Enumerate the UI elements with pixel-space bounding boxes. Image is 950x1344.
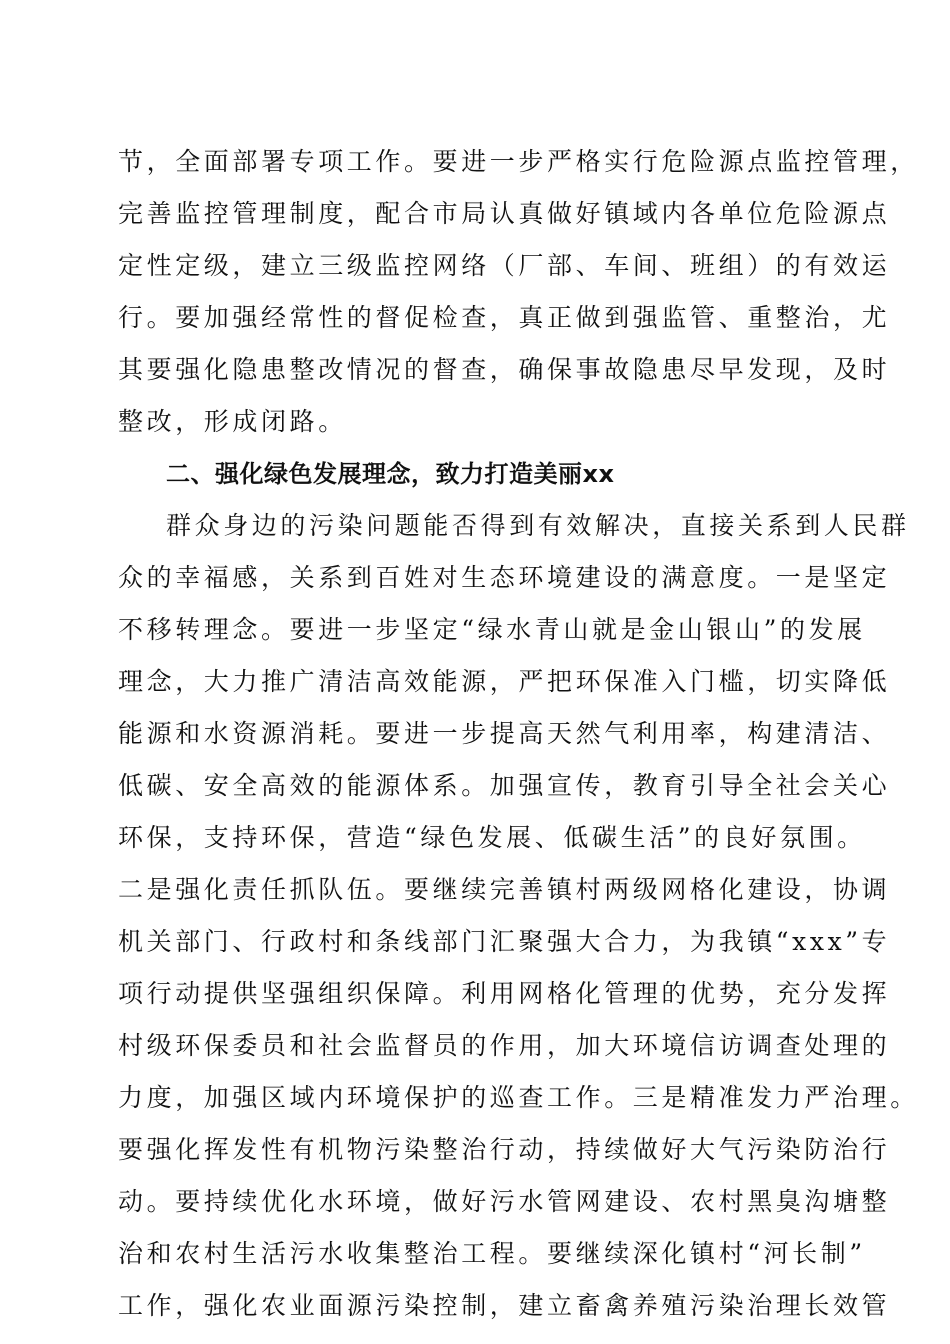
paragraph-line: 村级环保委员和社会监督员的作用，加大环境信访调查处理的 bbox=[118, 1031, 891, 1060]
paragraph-line: 机关部门、行政村和条线部门汇聚强大合力，为我镇“xxx”专 bbox=[118, 927, 891, 956]
section-heading: 二、强化绿色发展理念，致力打造美丽xx bbox=[166, 460, 615, 488]
paragraph-line: 力度，加强区域内环境保护的巡查工作。三是精准发力严治理。 bbox=[118, 1083, 919, 1112]
paragraph-line: 群众身边的污染问题能否得到有效解决，直接关系到人民群 bbox=[166, 511, 910, 540]
paragraph-line: 行。要加强经常性的督促检查，真正做到强监管、重整治，尤 bbox=[118, 303, 891, 332]
paragraph-line: 要强化挥发性有机物污染整治行动，持续做好大气污染防治行 bbox=[118, 1135, 891, 1164]
paragraph-line: 定性定级，建立三级监控网络（厂部、车间、班组）的有效运 bbox=[118, 251, 891, 280]
paragraph-line: 众的幸福感，关系到百姓对生态环境建设的满意度。一是坚定 bbox=[118, 563, 891, 592]
paragraph-line: 治和农村生活污水收集整治工程。要继续深化镇村“河长制” bbox=[118, 1239, 866, 1268]
paragraph-line: 能源和水资源消耗。要进一步提高天然气利用率，构建清洁、 bbox=[118, 719, 891, 748]
paragraph-line: 理念，大力推广清洁高效能源，严把环保准入门槛，切实降低 bbox=[118, 667, 891, 696]
paragraph-line: 节，全面部署专项工作。要进一步严格实行危险源点监控管理， bbox=[118, 147, 919, 176]
paragraph-line: 整改，形成闭路。 bbox=[118, 407, 347, 436]
paragraph-line: 动。要持续优化水环境，做好污水管网建设、农村黑臭沟塘整 bbox=[118, 1187, 891, 1216]
paragraph-line: 项行动提供坚强组织保障。利用网格化管理的优势，充分发挥 bbox=[118, 979, 891, 1008]
paragraph-line: 工作，强化农业面源污染控制，建立畜禽养殖污染治理长效管 bbox=[118, 1291, 891, 1320]
paragraph-line: 完善监控管理制度，配合市局认真做好镇域内各单位危险源点 bbox=[118, 199, 891, 228]
paragraph-line: 其要强化隐患整改情况的督查，确保事故隐患尽早发现，及时 bbox=[118, 355, 891, 384]
paragraph-line: 环保，支持环保，营造“绿色发展、低碳生活”的良好氛围。 bbox=[118, 823, 866, 852]
paragraph-line: 不移转理念。要进一步坚定“绿水青山就是金山银山”的发展 bbox=[118, 615, 866, 644]
paragraph-line: 低碳、安全高效的能源体系。加强宣传，教育引导全社会关心 bbox=[118, 771, 891, 800]
paragraph-line: 二是强化责任抓队伍。要继续完善镇村两级网格化建设，协调 bbox=[118, 875, 891, 904]
